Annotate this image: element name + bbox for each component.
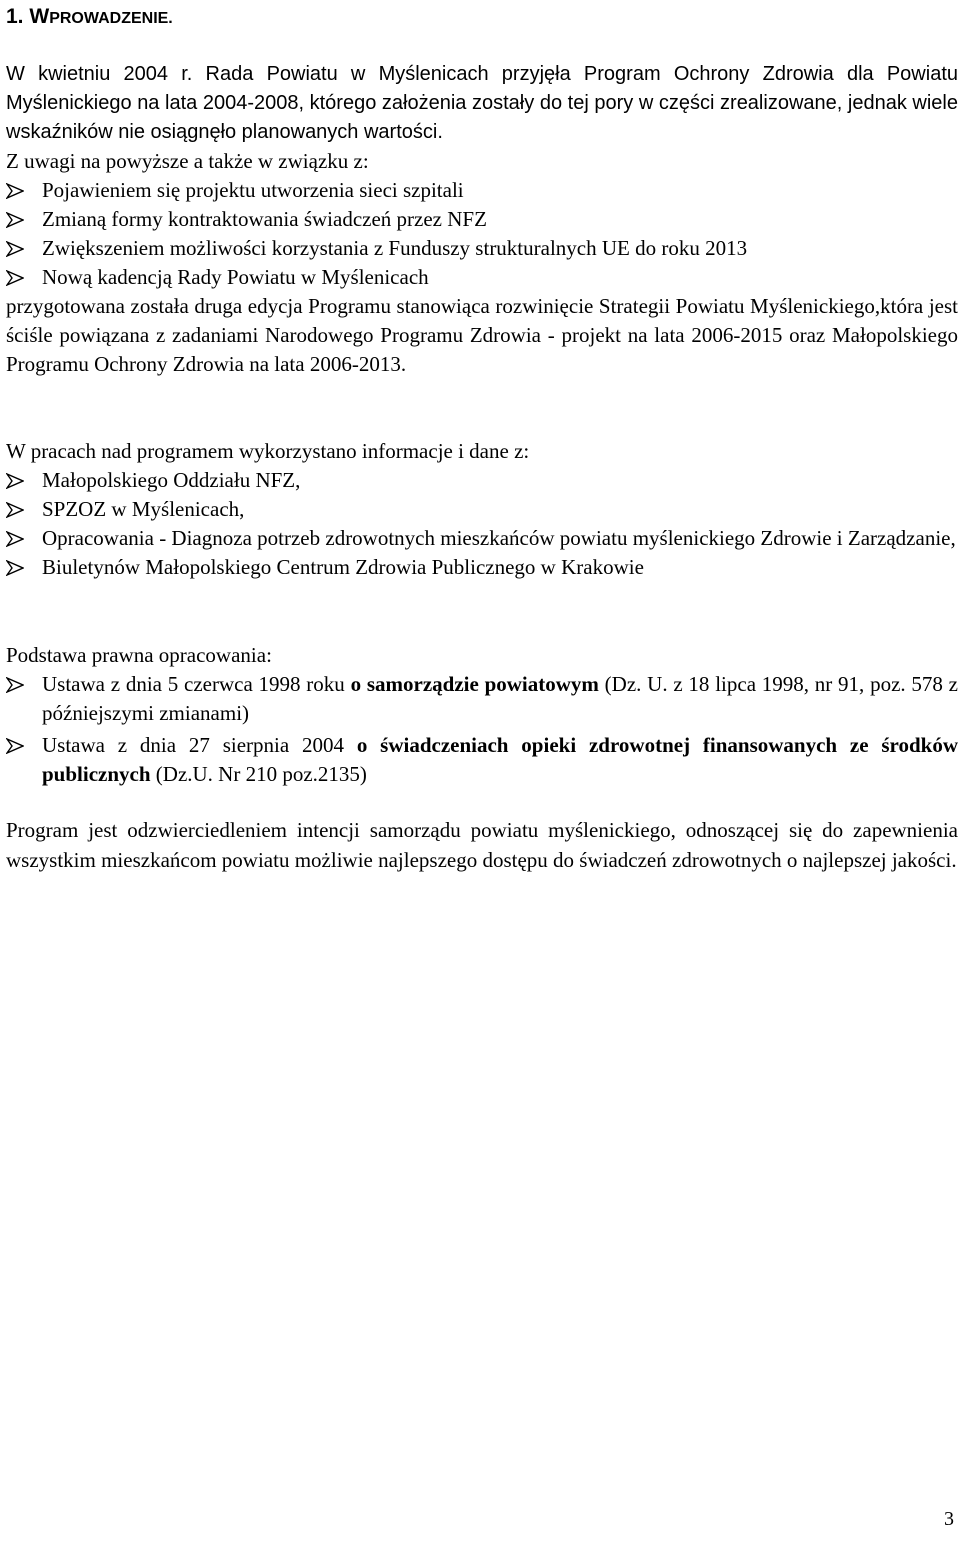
list-item: Biuletynów Małopolskiego Centrum Zdrowia Publicznego w Krakowie xyxy=(6,553,958,582)
arrow-bullet-icon xyxy=(6,270,24,286)
sources-lead: W pracach nad programem wykorzystano informacje i dane z: xyxy=(6,439,530,463)
legal-lead: Podstawa prawna opracowania: xyxy=(6,643,272,667)
arrow-bullet-icon xyxy=(6,531,24,547)
list-item: Zwiększeniem możliwości korzystania z Funduszy strukturalnych UE do roku 2013 xyxy=(6,234,958,263)
list-item: Zmianą formy kontraktowania świadczeń przez NFZ xyxy=(6,205,958,234)
heading-rest: PROWADZENIE. xyxy=(49,10,173,27)
list-item: Opracowania - Diagnoza potrzeb zdrowotnych mieszkańców powiatu myślenickiego Zdrowie i Zarządzanie, xyxy=(6,524,958,553)
list-item: Nową kadencją Rady Powiatu w Myślenicach xyxy=(6,263,958,292)
section-heading xyxy=(6,4,173,32)
list-item: Ustawa z dnia 27 sierpnia 2004 o świadczeniach opieki zdrowotnej finansowanych ze środków publicznych (Dz.U. Nr 210 poz.2135) xyxy=(6,731,958,789)
legal-basis-section xyxy=(6,641,958,789)
list-item: Pojawieniem się projektu utworzenia sieci szpitali xyxy=(6,176,958,205)
legal-list xyxy=(6,670,958,789)
arrow-bullet-icon xyxy=(6,738,24,754)
sources-list xyxy=(6,466,958,582)
list-item: Małopolskiego Oddziału NFZ, xyxy=(6,466,958,495)
heading-initial: W xyxy=(29,5,50,28)
list-item: SPZOZ w Myślenicach, xyxy=(6,495,958,524)
intro-paragraph: W kwietniu 2004 r. Rada Powiatu w Myślenicach przyjęła Program Ochrony Zdrowia dla Powiatu Myślenickiego na lata 2004-2008, którego założenia zostały do tej pory w części zrealizowane, jednak wiele wskaźników nie osiągnęło planowanych wartości. xyxy=(6,63,958,143)
arrow-bullet-icon xyxy=(6,560,24,576)
intro-lead: Z uwagi na powyższe a także w związku z: xyxy=(6,149,369,173)
arrow-bullet-icon xyxy=(6,241,24,257)
arrow-bullet-icon xyxy=(6,212,24,228)
arrow-bullet-icon xyxy=(6,677,24,693)
sources-section xyxy=(6,437,958,582)
arrow-bullet-icon xyxy=(6,473,24,489)
arrow-bullet-icon xyxy=(6,183,24,199)
closing-paragraph: Program jest odzwierciedleniem intencji samorządu powiatu myślenickiego, odnoszącej się do zapewnienia wszystkim mieszkańcom powiatu możliwie najlepszego dostępu do świadczeń zdrowotnych o najlepszej jakości. xyxy=(6,818,958,872)
arrow-bullet-icon xyxy=(6,502,24,518)
page-number: 3 xyxy=(944,1508,954,1530)
list-item: Ustawa z dnia 5 czerwca 1998 roku o samorządzie powiatowym (Dz. U. z 18 lipca 1998, nr 91, poz. 578 z późniejszymi zmianami) xyxy=(6,670,958,728)
heading-number: 1. xyxy=(6,5,24,28)
intro-section xyxy=(6,147,958,379)
intro-closing-paragraph: przygotowana została druga edycja Programu stanowiąca rozwinięcie Strategii Powiatu Myślenickiego,która jest ściśle powiązana z zadaniami Narodowego Programu Zdrowia - projekt na lata 2006-2015 oraz Małopolskiego Programu Ochrony Zdrowia na lata 2006-2013. xyxy=(6,294,958,376)
circumstances-list xyxy=(6,176,958,292)
